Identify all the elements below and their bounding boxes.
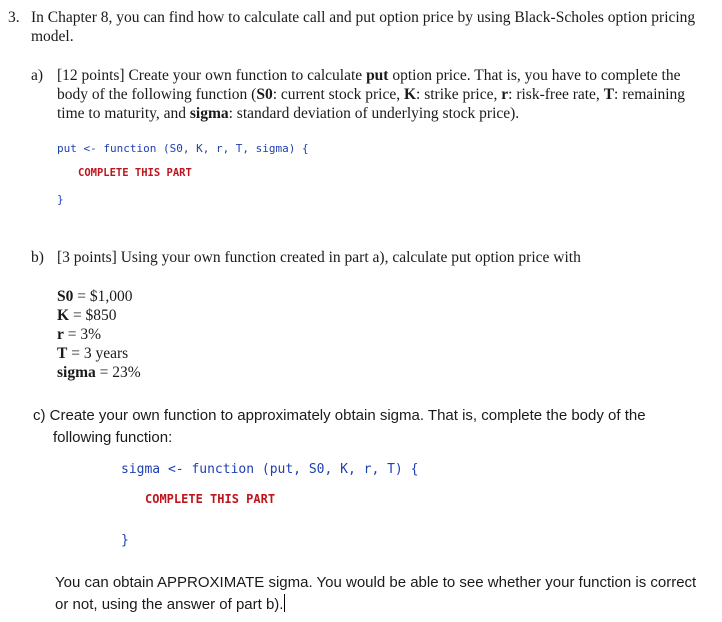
part-c-note-line1: You can obtain APPROXIMATE sigma. You would be able to see whether your function is correct	[55, 574, 697, 591]
part-b-label: b)	[31, 249, 44, 266]
sigma-function-signature: sigma <- function (put, S0, K, r, T) {	[121, 462, 419, 477]
part-c-note-line2[interactable]	[55, 594, 285, 616]
k-desc: : strike price,	[416, 86, 498, 103]
part-a-line3-pre: time to maturity, and	[57, 105, 186, 122]
part-c-note-line2-text: or not, using the answer of part b).	[55, 596, 284, 613]
part-a-line2	[57, 85, 685, 104]
part-a-points: [12 points]	[57, 67, 125, 84]
t-term: T	[603, 86, 615, 103]
question-number: 3.	[8, 9, 20, 26]
param-k: K = $850	[57, 307, 117, 324]
part-a-line1	[57, 66, 680, 85]
param-t: T = 3 years	[57, 345, 129, 362]
param-r: r = 3%	[57, 326, 102, 343]
t-desc: : remaining	[614, 86, 686, 103]
part-a-line1-post: option price. That is, you have to complete the	[392, 67, 681, 84]
part-b-text: Using your own function created in part a), calculate put option price with	[120, 249, 581, 266]
k-term: K	[403, 86, 417, 103]
r-desc: : risk-free rate,	[508, 86, 600, 103]
part-a-line3	[57, 104, 519, 123]
param-list	[57, 287, 141, 382]
part-a-line2-pre: body of the following function (	[57, 86, 257, 103]
part-a-line1-pre: Create your own function to calculate	[128, 67, 363, 84]
part-a-put-keyword: put	[366, 67, 389, 84]
part-a-label: a)	[31, 67, 44, 84]
part-c-line1: c) Create your own function to approximately obtain sigma. That is, complete the body of the	[33, 407, 646, 424]
part-b-line	[57, 248, 581, 267]
param-sigma: sigma = 23%	[57, 364, 141, 381]
put-function-close: }	[57, 193, 64, 206]
sigma-term: sigma	[189, 105, 229, 122]
s0-desc: : current stock price,	[272, 86, 401, 103]
question-intro-line1: In Chapter 8, you can find how to calculate call and put option price by using Black-Scholes option pricing	[31, 9, 696, 26]
param-s0: S0 = $1,000	[57, 288, 133, 305]
s0-term: S0	[256, 86, 273, 103]
r-term: r	[501, 86, 509, 103]
sigma-function-close: }	[121, 533, 129, 548]
put-function-signature: put <- function (S0, K, r, T, sigma) {	[57, 142, 309, 155]
sigma-desc: : standard deviation of underlying stock price).	[228, 105, 520, 122]
part-b-points: [3 points]	[57, 249, 117, 266]
sigma-function-placeholder: COMPLETE THIS PART	[145, 492, 276, 506]
text-cursor	[284, 594, 285, 612]
part-c-line2: following function:	[53, 429, 173, 446]
question-intro-line2: model.	[31, 28, 74, 45]
put-function-placeholder: COMPLETE THIS PART	[78, 167, 192, 179]
